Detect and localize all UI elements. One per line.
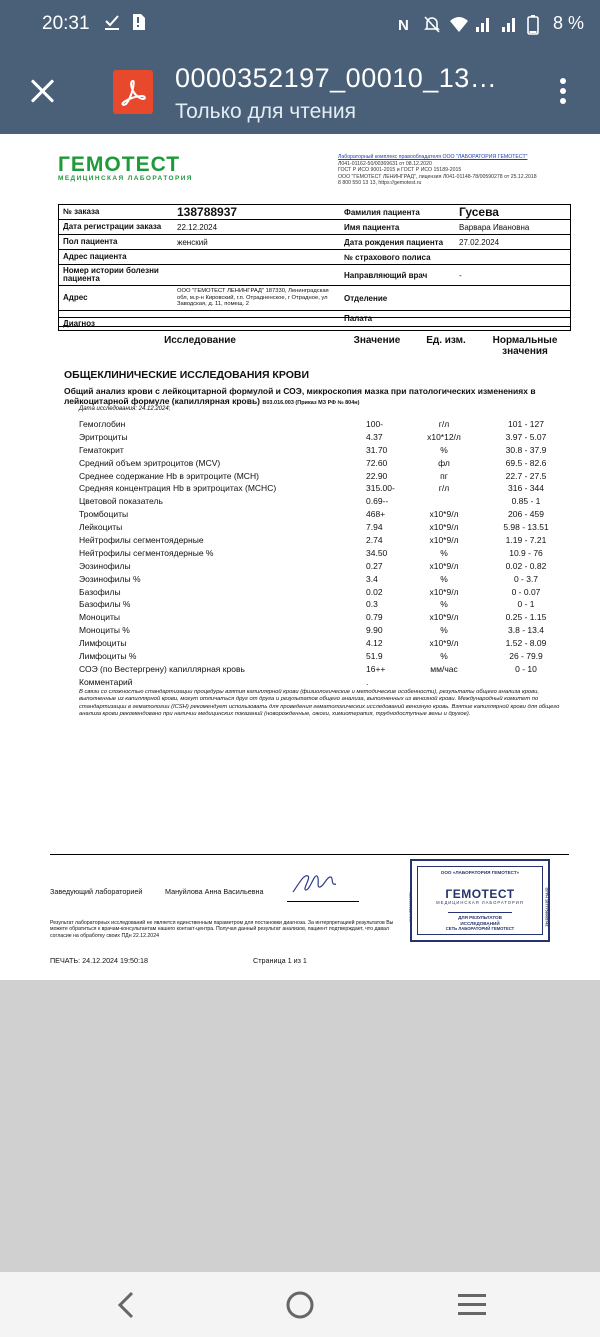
more-dot <box>560 88 566 94</box>
stamp-inn: ИНН 7706509271 <box>409 891 414 923</box>
result-unit: фл <box>438 457 450 468</box>
result-norm: 0.25 - 1.15 <box>505 612 547 623</box>
history-label: Номер истории болезни пациента <box>63 266 159 283</box>
result-value: 2.74 <box>366 535 383 546</box>
result-unit: % <box>440 651 448 662</box>
order-no: 138788937 <box>177 205 238 219</box>
department-label: Отделение <box>344 293 388 303</box>
result-norm: 1.52 - 8.09 <box>505 638 547 649</box>
result-value: 72.60 <box>366 457 388 468</box>
document-title: 0000352197_00010_13… <box>175 63 498 93</box>
result-row <box>0 625 600 638</box>
signal-icon <box>475 15 493 33</box>
ward-label: Палата <box>344 314 373 323</box>
wifi-icon <box>449 15 467 33</box>
footnote: В связи со сложностью стандартизации процедуры взятия капиллярной крови (физиологические и методические особенности), результаты общего анализа крови, выполненные из капиллярной крови, могут отличаться друг от друга и результатов общего анализа, выполненных из венозной крови. Международный комитет по стандартизации в гематологии (ICSH) рекомендует использовать для проведения гематологических исследований венозную кровь. Взятие капиллярной крови для общего анализа крови рекомендовано при наличии медицинских показаний (новорожденные, ожоги, химиотерапия, труднодоступные вены и другое). <box>79 689 560 718</box>
lab-logo <box>58 154 193 182</box>
result-norm: 22.7 - 27.5 <box>505 470 547 481</box>
result-row <box>0 419 600 432</box>
result-name: Базофилы % <box>79 599 131 610</box>
result-unit: мм/час <box>430 663 458 674</box>
mute-icon <box>423 15 441 33</box>
surname-label: Фамилия пациента <box>344 207 420 217</box>
result-name: Цветовой показатель <box>79 496 163 507</box>
page-number: Страница 1 из 1 <box>253 956 307 965</box>
stamp-top: ООО «ЛАБОРАТОРИЯ ГЕМОТЕСТ» <box>440 870 520 875</box>
status-time: 20:31 <box>42 13 90 34</box>
policy <box>455 250 570 264</box>
result-name: Гемоглобин <box>79 419 126 429</box>
result-row <box>0 483 600 496</box>
result-norm: 69.5 - 82.6 <box>505 457 547 468</box>
result-norm: 0 - 1 <box>517 599 535 610</box>
result-name: Нейтрофилы сегментоядерные <box>79 535 204 546</box>
dob: 27.02.2024 <box>459 237 500 247</box>
result-name: Среднее содержание Hb в эритроците (MCH) <box>79 470 259 481</box>
stamp-sub: МЕДИЦИНСКАЯ ЛАБОРАТОРИЯ <box>436 900 524 905</box>
back-button[interactable] <box>106 1288 146 1322</box>
result-unit: x10*9/л <box>429 509 459 520</box>
name-label: Имя пациента <box>344 222 400 232</box>
result-norm: 0 - 10 <box>515 663 537 674</box>
result-row <box>0 496 600 509</box>
result-unit: x10*9/л <box>429 586 459 597</box>
result-value: 16++ <box>366 663 386 674</box>
result-unit: x10*9/л <box>429 612 459 623</box>
result-row <box>0 651 600 664</box>
more-dot <box>560 98 566 104</box>
result-unit: % <box>440 573 448 584</box>
column-unit: Ед. изм. <box>426 335 466 346</box>
policy-label: № страхового полиса <box>344 252 431 262</box>
info-row <box>59 220 570 235</box>
navigation-bar <box>0 1272 600 1337</box>
info-row <box>59 235 570 250</box>
dob-label: Дата рождения пациента <box>344 237 444 247</box>
section-title: ОБЩЕКЛИНИЧЕСКИЕ ИССЛЕДОВАНИЯ КРОВИ <box>64 369 309 381</box>
result-value: 0.69-- <box>366 496 389 507</box>
doctor: - <box>459 270 462 280</box>
result-row <box>0 677 600 690</box>
license-line: ООО "ГЕМОТЕСТ ЛЕНИНГРАД", лицензия Л041-01148-78/00590278 от 25.12.2018 <box>338 173 537 180</box>
result-norm: 0 - 0.07 <box>511 586 541 597</box>
result-value: 4.37 <box>366 431 383 442</box>
signal-2-icon <box>501 15 519 33</box>
result-value: 31.70 <box>366 444 388 455</box>
result-name: Нейтрофилы сегментоядерные % <box>79 547 214 558</box>
download-done-icon <box>104 13 122 31</box>
license-line: Л041-01162-50/00369631 от 08.12.2020 <box>338 160 432 167</box>
history <box>173 265 340 285</box>
diagnosis-label: Диагноз <box>58 317 571 331</box>
result-row <box>0 445 600 458</box>
signature-name: Мануйлова Анна Васильевна <box>165 887 264 896</box>
svg-text:N: N <box>397 16 409 33</box>
license-line: 8 800 550 13 13, https://gemotest.ru <box>338 180 422 187</box>
patient-info-table <box>58 204 571 327</box>
result-value: 3.4 <box>366 573 378 584</box>
result-row <box>0 638 600 651</box>
result-name: Моноциты % <box>79 625 130 636</box>
result-unit: x10*9/л <box>429 560 459 571</box>
result-norm: 101 - 127 <box>508 419 544 429</box>
result-row <box>0 522 600 535</box>
result-name: Средний объем эритроцитов (MCV) <box>79 457 221 468</box>
nfc-icon <box>397 15 415 33</box>
stamp-ogrn: ОГРН 1077758005742 <box>544 887 549 927</box>
logo-tagline: МЕДИЦИНСКАЯ ЛАБОРАТОРИЯ <box>58 175 193 182</box>
result-row <box>0 587 600 600</box>
info-row <box>59 250 570 265</box>
patient-name: Варвара Ивановна <box>459 222 530 232</box>
result-norm: 316 - 344 <box>508 483 544 494</box>
stamp-logo: ГЕМОТЕСТ <box>445 887 515 901</box>
pdf-file-icon <box>113 70 153 114</box>
result-name: Лейкоциты <box>79 522 123 533</box>
license-line: ГОСТ Р ИСО 9001-2015 и ГОСТ Р ИСО 15189-2015 <box>338 167 462 174</box>
result-unit: x10*9/л <box>429 638 459 649</box>
result-unit: пг <box>440 470 448 481</box>
result-name: Гематокрит <box>79 444 124 455</box>
reg-date-label: Дата регистрации заказа <box>63 222 162 231</box>
result-row <box>0 664 600 677</box>
result-name: СОЭ (по Вестергрену) капиллярная кровь <box>79 663 245 674</box>
more-vert-icon <box>560 78 566 84</box>
analysis-title-text: Общий анализ крови с лейкоцитарной формулой и СОЭ, микроскопия мазка при патологических изменениях в лейкоцитарной формуле (капиллярная кровь) <box>64 386 536 406</box>
result-name: Эритроциты <box>79 431 128 442</box>
column-norm: Нормальные значения <box>492 335 558 357</box>
doctor-label: Направляющий врач <box>344 270 428 280</box>
result-value: 100- <box>366 419 384 429</box>
result-unit: г/л <box>438 483 450 494</box>
result-norm: 0.85 - 1 <box>511 496 541 507</box>
document-subtitle: Только для чтения <box>175 100 356 123</box>
result-name: Базофилы <box>79 586 121 597</box>
result-value: 9.90 <box>366 625 383 636</box>
result-row <box>0 548 600 561</box>
home-button[interactable] <box>280 1288 320 1322</box>
result-unit: % <box>440 625 448 636</box>
result-norm: 10.9 - 76 <box>509 547 543 558</box>
result-norm: 0.02 - 0.82 <box>505 560 547 571</box>
signature-image <box>290 868 340 903</box>
reg-date: 22.12.2024 <box>177 222 218 232</box>
result-row <box>0 432 600 445</box>
result-value: . <box>366 676 369 687</box>
result-unit: x10*12/л <box>427 431 461 442</box>
divider <box>50 854 569 855</box>
result-value: 22.90 <box>366 470 388 481</box>
result-value: 0.79 <box>366 612 383 623</box>
result-norm: 26 - 79.9 <box>509 651 543 662</box>
department <box>455 286 570 310</box>
license-line[interactable]: Лабораторный комплекс правообладателя ООО "ЛАБОРАТОРИЯ ГЕМОТЕСТ" <box>338 154 528 160</box>
signature-role: Заведующий лабораторией <box>50 887 143 896</box>
back-icon <box>106 1288 146 1322</box>
result-value: 0.02 <box>366 586 383 597</box>
stamp-frame <box>409 866 549 935</box>
column-study: Исследование <box>164 335 236 346</box>
recent-apps-button[interactable] <box>452 1288 492 1322</box>
analysis-date: Дата исследования: 24.12.2024; <box>79 406 171 412</box>
stamp-bottom: СЕТЬ ЛАБОРАТОРИЙ ГЕМОТЕСТ <box>445 926 515 931</box>
result-value: 51.9 <box>366 651 383 662</box>
app-bar <box>0 50 600 134</box>
info-row <box>59 205 570 220</box>
surname: Гусева <box>459 205 499 219</box>
battery-percent: 8 % <box>552 13 584 33</box>
result-row <box>0 509 600 522</box>
result-name: Комментарий <box>79 676 133 687</box>
result-norm: 3.97 - 5.07 <box>505 431 547 442</box>
result-name: Средняя концентрация Hb в эритроцитах (MCHC) <box>79 483 277 494</box>
status-bar <box>0 0 600 50</box>
result-unit: % <box>440 444 448 455</box>
patient-address-label: Адрес пациента <box>63 252 127 261</box>
result-value: 0.27 <box>366 560 383 571</box>
result-row <box>0 535 600 548</box>
document-page[interactable] <box>0 134 600 980</box>
result-norm: 30.8 - 37.9 <box>505 444 547 455</box>
result-name: Эозинофилы % <box>79 573 141 584</box>
address: ООО "ГЕМОТЕСТ ЛЕНИНГРАД" 187330, Ленинградская обл, м.р-н Кировский, г.п. Отрадненское, г Отрадное, ул Заводская, д. 11, помещ. 2 <box>177 288 329 308</box>
print-date: ПЕЧАТЬ: 24.12.2024 19:50:18 <box>50 956 149 965</box>
patient-address <box>173 250 340 264</box>
result-unit: x10*9/л <box>429 522 459 533</box>
result-row <box>0 574 600 587</box>
battery-icon <box>527 15 545 33</box>
result-row <box>0 561 600 574</box>
result-value: 0.3 <box>366 599 378 610</box>
result-value: 315.00- <box>366 483 395 494</box>
result-name: Лимфоциты <box>79 638 127 649</box>
logo-name: ГЕМОТЕСТ <box>58 153 181 176</box>
result-name: Тромбоциты <box>79 509 129 520</box>
result-row <box>0 471 600 484</box>
signature-line <box>287 901 359 902</box>
result-value: 7.94 <box>366 522 383 533</box>
result-norm: 0 - 3.7 <box>513 573 539 584</box>
license-info <box>338 154 578 187</box>
result-norm: 1.19 - 7.21 <box>505 535 547 546</box>
address-label: Адрес <box>63 293 88 302</box>
close-button[interactable] <box>26 74 60 108</box>
sex-label: Пол пациента <box>63 237 118 246</box>
order-no-label: № заказа <box>63 207 100 216</box>
result-name: Эозинофилы <box>79 560 131 571</box>
result-unit: % <box>440 547 448 558</box>
result-value: 34.50 <box>366 547 388 558</box>
result-norm: 206 - 459 <box>508 509 544 520</box>
result-value: 4.12 <box>366 638 383 649</box>
result-name: Лимфоциты % <box>79 651 137 662</box>
disclaimer: Результат лабораторных исследований не является единственным параметром для постановки диагноза. За интерпретацией результатов Вы можете обратиться к врачам-консультантам нашего контакт-центра. Получая данный результат анализов, пациент подтверждает, что давал согласие на обработку своих ПДн 22.12.2024 <box>50 920 394 939</box>
more-options-button[interactable] <box>555 78 571 108</box>
result-unit: г/л <box>438 419 450 429</box>
results-table <box>0 419 600 690</box>
result-norm: 3.8 - 13.4 <box>508 625 544 636</box>
recents-icon <box>452 1288 492 1322</box>
result-name: Моноциты <box>79 612 120 623</box>
result-row <box>0 612 600 625</box>
home-icon <box>280 1288 320 1322</box>
result-norm: 5.98 - 13.51 <box>503 522 549 533</box>
analysis-title <box>64 386 574 408</box>
info-row <box>59 265 570 286</box>
sim-card-icon <box>132 13 150 31</box>
column-value: Значение <box>353 335 401 346</box>
sex: женский <box>177 237 208 247</box>
lab-stamp <box>410 859 550 942</box>
result-unit: % <box>440 599 448 610</box>
result-row <box>0 599 600 612</box>
info-row <box>59 286 570 311</box>
result-row <box>0 458 600 471</box>
result-value: 468+ <box>366 509 386 520</box>
analysis-code: B03.016.003 (Приказ МЗ РФ № 804н) <box>262 400 360 406</box>
result-unit: x10*9/л <box>429 535 459 546</box>
stamp-middle: ДЛЯ РЕЗУЛЬТАТОВ ИССЛЕДОВАНИЙ <box>448 912 512 926</box>
